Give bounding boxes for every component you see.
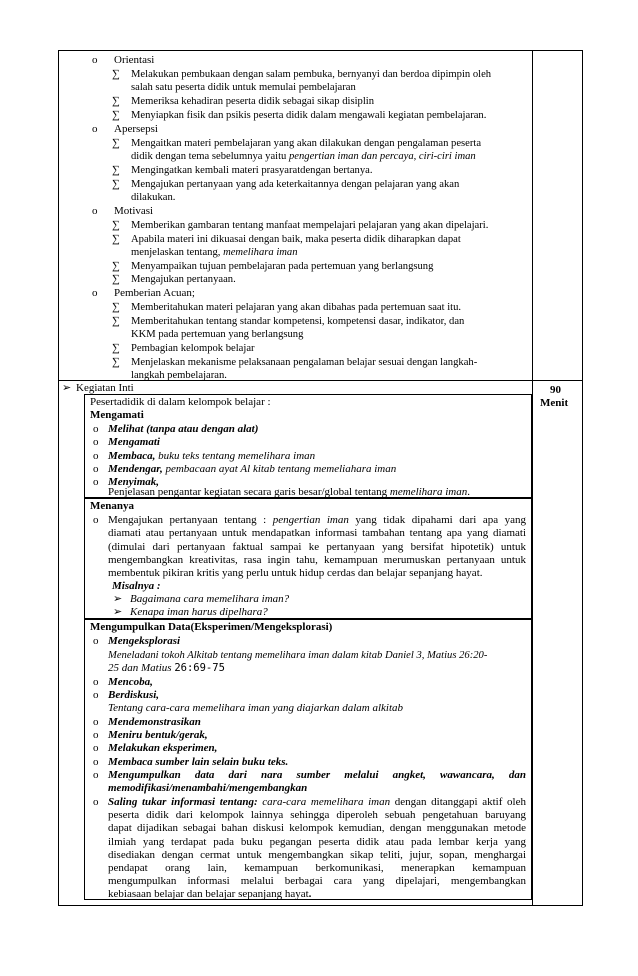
mengumpulkan-para-7 bbox=[108, 888, 311, 901]
orientasi-item-2: Memeriksa kehadiran peserta didik sebagai sikap disiplin bbox=[131, 96, 374, 107]
bullet-circle: o bbox=[93, 450, 99, 462]
sigma-bullet-icon: ∑ bbox=[112, 233, 120, 245]
kegiatan-inti-title: Kegiatan Inti bbox=[76, 382, 134, 394]
motivasi-item-2b-text: menjelaskan tentang, bbox=[131, 247, 224, 258]
acuan-item-1: Memberitahukan materi pelajaran yang akan dibahas pada pertemuan saat itu. bbox=[131, 302, 462, 313]
mengumpulkan-para-7-text: kebiasaan belajar dan belajar sepanjang hayat bbox=[108, 888, 309, 900]
bullet-circle: o bbox=[93, 423, 99, 435]
bullet-circle: o bbox=[93, 463, 99, 475]
mengamati-membaca bbox=[108, 450, 315, 463]
motivasi-item-1: Memberikan gambaran tentang manfaat mempelajari pelajaran yang akan dipelajari. bbox=[131, 220, 489, 231]
mengamati-mendengar-bold: Mendengar, bbox=[108, 463, 163, 475]
sigma-bullet-icon: ∑ bbox=[112, 219, 120, 231]
bullet-circle: o bbox=[93, 476, 99, 488]
mengamati-heading: Mengamati bbox=[90, 409, 144, 421]
bullet-circle: o bbox=[93, 716, 99, 728]
menanya-line-3: (dimulai dari pertanyaan faktual sampai ke pertanyaan yang bersifat hipotetik) untuk bbox=[108, 541, 526, 553]
sigma-bullet-icon: ∑ bbox=[112, 68, 120, 80]
motivasi-item-2b-italic: memelihara iman bbox=[223, 247, 298, 258]
time-value: 90 bbox=[550, 384, 561, 396]
mengamati-mendengar-rest: pembacaan ayat Al kitab tentang memeliahara iman bbox=[162, 463, 397, 475]
acuan-item-4b: langkah pembelajaran. bbox=[131, 370, 227, 381]
mengumpulkan-meneladani-2-ref: 26:69-75 bbox=[174, 662, 225, 674]
menanya-line-2: diamati atau pertanyaan untuk mendapatkan informasi tambahan tentang apa yang diamati bbox=[108, 527, 526, 539]
sigma-bullet-icon: ∑ bbox=[112, 109, 120, 121]
motivasi-item-4: Mengajukan pertanyaan. bbox=[131, 274, 236, 285]
motivasi-item-2a: Apabila materi ini dikuasai dengan baik, maka peserta didik diharapkan dapat bbox=[131, 234, 461, 245]
bullet-circle: o bbox=[93, 436, 99, 448]
mengumpulkan-para-2: dapat dijadikan sebagai bahan diskusi kelompok kemudian, dengan menggunakan metode bbox=[108, 822, 526, 834]
menanya-misalnya: Misalnya : bbox=[112, 580, 161, 592]
menanya-line-5: membentuk pikiran kritis yang perlu untuk hidup cerdas dan belajar sepanjang hayat. bbox=[108, 567, 483, 579]
bullet-circle: o bbox=[93, 796, 99, 808]
menanya-question-2: Kenapa iman harus dipelhara? bbox=[130, 606, 268, 618]
mengamati-penjelasan-italic: memelihara iman bbox=[389, 486, 468, 498]
menanya-line-1-a: Mengajukan pertanyaan tentang : bbox=[108, 514, 273, 526]
apersepsi-item-3b: dilakukan. bbox=[131, 192, 176, 203]
bullet-circle: o bbox=[93, 769, 99, 781]
mengamati-penjelasan bbox=[108, 486, 470, 499]
sigma-bullet-icon: ∑ bbox=[112, 95, 120, 107]
bullet-circle: o bbox=[92, 54, 98, 66]
mengumpulkan-berdiskusi: Berdiskusi, bbox=[108, 689, 160, 701]
mengamati-membaca-bold: Membaca, bbox=[108, 450, 156, 462]
menanya-question-1: Bagaimana cara memelihara iman? bbox=[130, 593, 290, 605]
bullet-circle: o bbox=[93, 756, 99, 768]
mengumpulkan-mencoba: Mencoba, bbox=[108, 676, 153, 688]
sigma-bullet-icon: ∑ bbox=[112, 273, 120, 285]
acuan-title: Pemberian Acuan; bbox=[114, 287, 195, 299]
orientasi-item-3: Menyiapkan fisik dan psikis peserta didik dalam mengawali kegiatan pembelajaran. bbox=[131, 110, 487, 121]
mengumpulkan-eksperimen: Melakukan eksperimen, bbox=[108, 742, 218, 754]
mengamati-membaca-rest: buku teks tentang memelihara iman bbox=[155, 450, 316, 462]
mengumpulkan-mendemonstrasikan: Mendemonstrasikan bbox=[108, 716, 201, 728]
sigma-bullet-icon: ∑ bbox=[112, 342, 120, 354]
orientasi-title: Orientasi bbox=[114, 54, 155, 66]
mengamati-melihat: Melihat (tanpa atau dengan alat) bbox=[108, 423, 259, 435]
menanya-heading: Menanya bbox=[90, 500, 134, 512]
apersepsi-item-2: Mengingatkan kembali materi prasyaratdengan bertanya. bbox=[131, 165, 373, 176]
apersepsi-item-1b-italic: pengertian iman dan percaya, ciri-ciri iman bbox=[288, 151, 476, 162]
mengamati-penjelasan-end: . bbox=[467, 486, 470, 498]
time-unit: Menit bbox=[540, 397, 569, 409]
mengamati-mengamati: Mengamati bbox=[108, 436, 160, 448]
mengumpulkan-heading: Mengumpulkan Data(Eksperimen/Mengeksplorasi) bbox=[90, 621, 333, 633]
sigma-bullet-icon: ∑ bbox=[112, 260, 120, 272]
mengamati-menyimak: Menyimak, bbox=[108, 476, 160, 488]
apersepsi-item-1b-text: didik dengan tema sebelumnya yaitu bbox=[131, 151, 289, 162]
menanya-line-1-b: yang tidak dipahami dari apa yang bbox=[348, 514, 526, 526]
mengumpulkan-meneladani-1: Meneladani tokoh Alkitab tentang memelihara iman dalam kitab Daniel 3, Matius 26:20- bbox=[108, 650, 488, 661]
orientasi-item-1a: Melakukan pembukaan dengan salam pembuka, bernyanyi dan berdoa dipimpin oleh bbox=[131, 69, 492, 80]
acuan-item-3: Pembagian kelompok belajar bbox=[131, 343, 255, 354]
mengumpulkan-saling-bold: Saling tukar informasi tentang: bbox=[108, 796, 258, 808]
mengumpulkan-para-7-end: . bbox=[308, 888, 312, 900]
bullet-circle: o bbox=[93, 676, 99, 688]
apersepsi-item-1b bbox=[131, 150, 476, 163]
orientasi-item-1b: salah satu peserta didik untuk memulai pembelajaran bbox=[131, 82, 356, 93]
mengumpulkan-kumpul-2: memodifikasi/menambahi/mengembangkan bbox=[108, 782, 308, 794]
mengumpulkan-meneladani-2-text: 25 dan Matius bbox=[108, 662, 175, 674]
time-column-divider bbox=[532, 50, 533, 906]
apersepsi-title: Apersepsi bbox=[114, 123, 158, 135]
arrow-bullet-icon: ➢ bbox=[113, 593, 123, 605]
mengamati-mendengar bbox=[108, 463, 396, 476]
sigma-bullet-icon: ∑ bbox=[112, 178, 120, 190]
inti-intro: Pesertadidik di dalam kelompok belajar : bbox=[90, 396, 271, 408]
menanya-line-1-italic: pengertian iman bbox=[272, 514, 349, 526]
bullet-circle: o bbox=[93, 742, 99, 754]
arrow-bullet-icon: ➢ bbox=[113, 606, 123, 618]
bullet-circle: o bbox=[92, 123, 98, 135]
mengumpulkan-meniru: Meniru bentuk/gerak, bbox=[108, 729, 208, 741]
acuan-item-2a: Memberitahukan tentang standar kompetensi, kompetensi dasar, indikator, dan bbox=[131, 316, 465, 327]
motivasi-item-2b bbox=[131, 246, 298, 259]
mengumpulkan-saling-italic: cara-cara memelihara iman bbox=[257, 796, 391, 808]
mengumpulkan-membaca-sumber: Membaca sumber lain selain buku teks. bbox=[108, 756, 289, 768]
sigma-bullet-icon: ∑ bbox=[112, 356, 120, 368]
bullet-circle: o bbox=[93, 635, 99, 647]
mengumpulkan-para-6: mengumpulkan informasi melalui berbagai cara yang dipelajari, mengembangkan bbox=[108, 875, 526, 887]
apersepsi-item-3a: Mengajukan pertanyaan yang ada keterkaitannya dengan pelajaran yang akan bbox=[131, 179, 460, 190]
mengumpulkan-para-3: ilmiah yang terdapat pada buku pegangan peserta didik atau pada lembar kerja yang bbox=[108, 836, 526, 848]
acuan-item-2b: KKM pada pertemuan yang berlangsung bbox=[131, 329, 304, 340]
motivasi-item-3: Menyampaikan tujuan pembelajaran pada pertemuan yang berlangsung bbox=[131, 261, 434, 272]
menanya-line-1 bbox=[108, 514, 526, 527]
mengumpulkan-para-4: disediakan dengan cermat untuk mengembangkan sikap teliti, jujur, sopan, menghargai bbox=[108, 849, 526, 861]
mengumpulkan-saling-rest: dengan ditanggapi aktif oleh bbox=[390, 796, 526, 808]
sigma-bullet-icon: ∑ bbox=[112, 164, 120, 176]
bullet-circle: o bbox=[93, 689, 99, 701]
acuan-item-4a: Menjelaskan mekanisme pelaksanaan pengalaman belajar sesuai dengan langkah- bbox=[131, 357, 478, 368]
menanya-line-4: mengembangkan kreativitas, rasa ingin tahu, kemampuan merumuskan pertanyaan untuk bbox=[108, 554, 526, 566]
mengamati-penjelasan-text: Penjelasan pengantar kegiatan secara garis besar/global tentang bbox=[108, 486, 390, 498]
bullet-circle: o bbox=[92, 287, 98, 299]
sigma-bullet-icon: ∑ bbox=[112, 137, 120, 149]
mengumpulkan-para-5: pendapat orang lain, kemampuan berkomunikasi, menerapkan kemampuan bbox=[108, 862, 526, 874]
bullet-circle: o bbox=[93, 729, 99, 741]
mengumpulkan-kumpul-1: Mengumpulkan data dari nara sumber melalui angket, wawancara, dan bbox=[108, 769, 526, 781]
mengumpulkan-mengeksplorasi: Mengeksplorasi bbox=[108, 635, 181, 647]
mengumpulkan-tentang-cara: Tentang cara-cara memelihara iman yang diajarkan dalam alkitab bbox=[108, 702, 404, 714]
motivasi-title: Motivasi bbox=[114, 205, 154, 217]
sigma-bullet-icon: ∑ bbox=[112, 315, 120, 327]
bullet-circle: o bbox=[93, 514, 99, 526]
sigma-bullet-icon: ∑ bbox=[112, 301, 120, 313]
bullet-circle: o bbox=[92, 205, 98, 217]
apersepsi-item-1a: Mengaitkan materi pembelajaran yang akan dilakukan dengan pengalaman peserta bbox=[131, 138, 482, 149]
mengumpulkan-saling-1 bbox=[108, 796, 526, 809]
mengumpulkan-meneladani-2 bbox=[108, 662, 225, 675]
mengumpulkan-para-1: peserta didik dari kelompok lainnya sehingga diperoleh sebuah pengetahuan baruyang bbox=[108, 809, 526, 821]
arrow-bullet-icon: ➢ bbox=[62, 382, 72, 394]
